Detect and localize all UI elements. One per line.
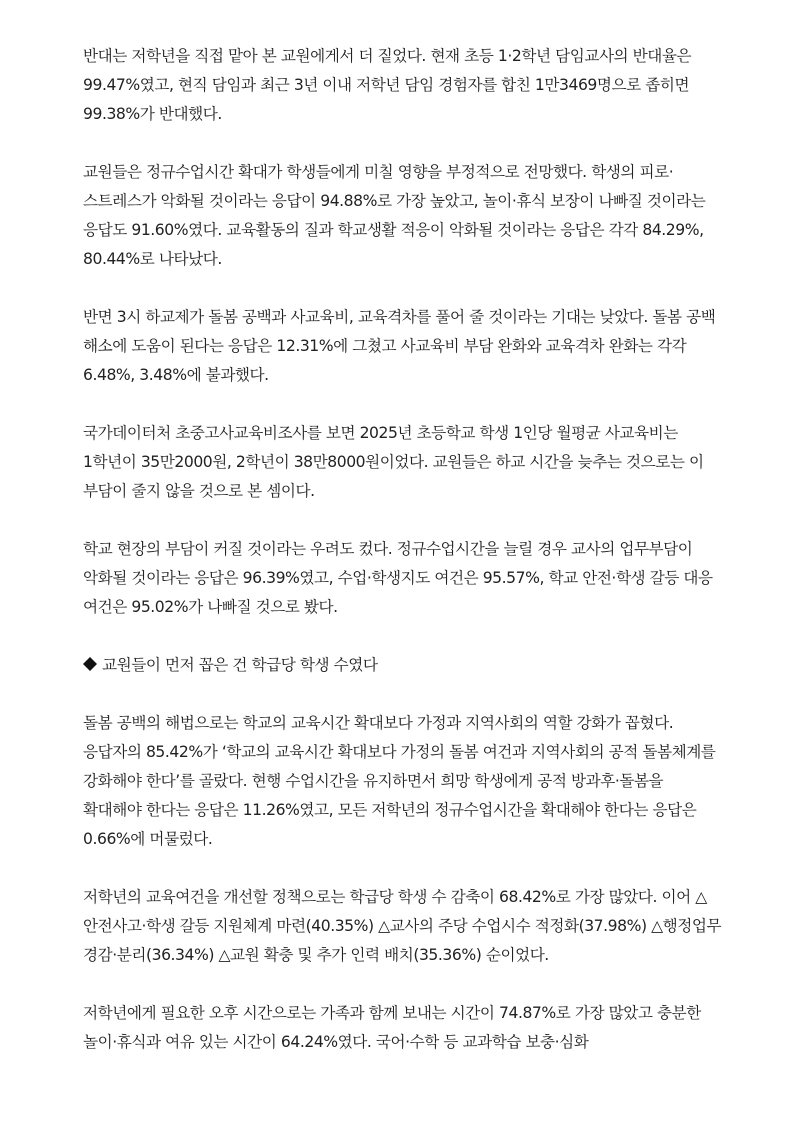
subheading-text: 교원들이 먼저 꼽은 건 학급당 학생 수였다 (102, 656, 378, 674)
paragraph-low-expectations: 반면 3시 하교제가 돌봄 공백과 사교육비, 교육격차를 풀어 줄 것이라는 기대는 낮았다. 돌봄 공백 해소에 도움이 된다는 응답은 12.31%에 그쳤고 사교육비 부담 완화와 교육격차 완화는 각각 6.48%, 3.48%에 불과했다. (83, 308, 716, 384)
paragraph-afternoon-time: 저학년에게 필요한 오후 시간으로는 가족과 함께 보내는 시간이 74.87%로 가장 많았고 충분한 놀이·휴식과 여유 있는 시간이 64.24%였다. 국어·수학 등 교과학습 보충·심화 (83, 1004, 701, 1051)
article-body (83, 42, 723, 1057)
paragraph-school-burden: 학교 현장의 부담이 커질 것이라는 우려도 컸다. 정규수업시간을 늘릴 경우 교사의 업무부담이 악화될 것이라는 응답은 96.39%였고, 수업·학생지도 여건은 95.57%, 학교 안전·학생 갈등 대응 여건은 95.02%가 나빠질 것으로 봤다. (83, 540, 713, 616)
section-subheading (83, 651, 723, 680)
paragraph-student-impact: 교원들은 정규수업시간 확대가 학생들에게 미칠 영향을 부정적으로 전망했다. 학생의 피로·스트레스가 악화될 것이라는 응답이 94.88%로 가장 높았고, 놀이·휴식 보장이 나빠질 것이라는 응답도 91.60%였다. 교육활동의 질과 학교생활 적응이 악화될 것이라는 응답은 각각 84.29%, 80.44%로 나타났다. (83, 163, 706, 268)
black-diamond-icon (83, 657, 97, 671)
paragraph-opposition-rate: 반대는 저학년을 직접 맡아 본 교원에게서 더 짙었다. 현재 초등 1·2학년 담임교사의 반대율은 99.47%였고, 현직 담임과 최근 3년 이내 저학년 담임 경험자를 합친 1만3469명으로 좁히면 99.38%가 반대했다. (83, 47, 692, 123)
paragraph-private-education-cost: 국가데이터처 초중고사교육비조사를 보면 2025년 초등학교 학생 1인당 월평균 사교육비는 1학년이 35만2000원, 2학년이 38만8000원이었다. 교원들은 하교 시간을 늦추는 것으로는 이 부담이 줄지 않을 것으로 본 셈이다. (83, 424, 704, 500)
paragraph-care-gap-solution: 돌봄 공백의 해법으로는 학교의 교육시간 확대보다 가정과 지역사회의 역할 강화가 꼽혔다. 응답자의 85.42%가 ‘학교의 교육시간 확대보다 가정의 돌봄 여건과 지역사회의 공적 돌봄체계를 강화해야 한다’를 골랐다. 현행 수업시간을 유지하면서 희망 학생에게 공적 방과후·돌봄을 확대해야 한다는 응답은 11.26%였고, 모든 저학년의 정규수업시간을 확대해야 한다는 응답은 0.66%에 머물렀다. (83, 714, 716, 848)
paragraph-policy-priorities: 저학년의 교육여건을 개선할 정책으로는 학급당 학생 수 감축이 68.42%로 가장 많았다. 이어 △안전사고·학생 갈등 지원체계 마련(40.35%) △교사의 주당 수업시수 적정화(37.98%) △행정업무 경감·분리(36.34%) △교원 확충 및 추가 인력 배치(35.36%) 순이었다. (83, 888, 722, 964)
